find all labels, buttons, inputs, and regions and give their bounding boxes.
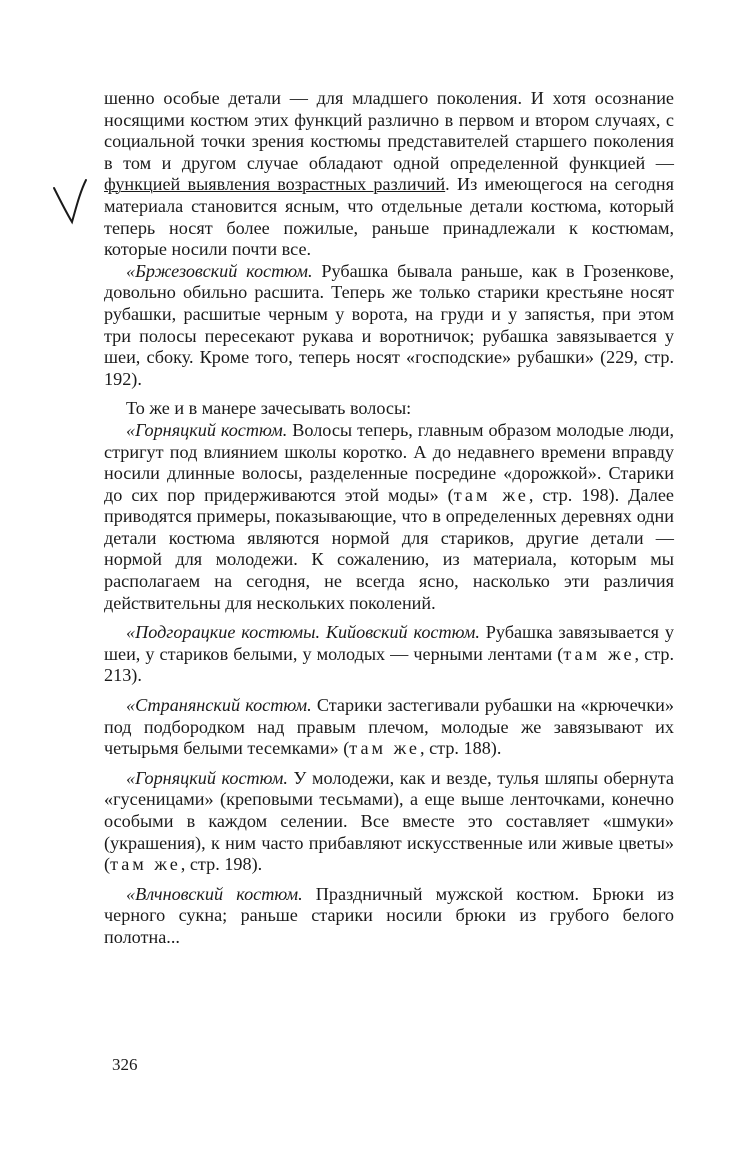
paragraph-4-text-after: , стр. 198). Далее приводятся примеры, показывающие, что в определенных деревнях одни детали костюма являются нормой для стариков, другие детали — нормой для молодежи. К сожалению, из материала, которым мы располагаем на сегодня, не всегда ясно, насколько эти различия действительны для нескольких поколений. [104, 484, 674, 613]
paragraph-7 [104, 768, 674, 876]
paragraph-8-heading: «Влчновский костюм. [126, 883, 303, 904]
paragraph-3-text: То же и в манере зачесывать волосы: [126, 398, 412, 419]
paragraph-4-heading: «Горняцкий костюм. [126, 419, 288, 440]
paragraph-5 [104, 622, 674, 687]
paragraph-7-heading: «Горняцкий костюм. [126, 767, 288, 788]
paragraph-2 [104, 261, 674, 391]
paragraph-4 [104, 420, 674, 614]
paragraph-6 [104, 695, 674, 760]
paragraph-5-text-after: , стр. 213). [104, 643, 674, 686]
paragraph-3 [104, 398, 674, 420]
paragraph-1-text-before: шенно особые детали — для младшего поколения. И хотя осознание носящими костюм этих функций различно в первом и втором случаях, с социальной точки зрения костюмы представителей старшего поколения в том и другом случае обладают одной определенной функцией — [104, 88, 674, 173]
paragraph-4-text-before: Волосы теперь, главным образом молодые люди, стригут под влиянием школы коротко. А до недавнего времени вправду носили длинные волосы, разделенные посредине «дорожкой». Старики до сих пор придерживаются этой моды» ( [104, 419, 674, 505]
paragraph-2-text: Рубашка бывала раньше, как в Грозенкове, довольно обильно расшита. Теперь же только старики крестьяне носят рубашки, расшитые черным у ворота, на груди и у запястья, при этом три полосы пересекают рукава и воротничок; рубашка завязывается у шеи, сбоку. Кроме того, теперь носят «господские» рубашки» (229, стр. 192). [104, 260, 674, 389]
paragraph-6-heading: «Странянский костюм. [126, 695, 312, 716]
paragraph-1-underlined-phrase: функцией выявления возрастных различий [104, 174, 446, 195]
page-number: 326 [112, 1055, 138, 1074]
paragraph-1-text-after: . Из имеющегося на сегодня материала становится ясным, что отдельные детали костюма, который теперь носят более пожилые, раньше принадлежали к костюмам, которые носили почти все. [104, 174, 674, 260]
paragraph-8-text: Праздничный мужской костюм. Брюки из черного сукна; раньше старики носили брюки из грубого белого полотна... [104, 883, 674, 947]
paragraph-4-reference: там же [453, 484, 529, 505]
page-body [104, 88, 674, 949]
paragraph-8 [104, 884, 674, 949]
paragraph-5-text-before: Рубашка завязывается у шеи, у стариков белыми, у молодых — черными лентами ( [104, 622, 674, 664]
paragraph-1 [104, 88, 674, 261]
paragraph-6-text-before: Старики застегивали рубашки на «крючечки» под подбородком над правым плечом, молодые же завязывают их четырьмя белыми тесемками» ( [104, 695, 674, 759]
margin-check-mark-icon [50, 178, 90, 228]
paragraph-5-heading: «Подгорацкие костюмы. Кийовский костюм. [126, 622, 480, 643]
paragraph-6-text-after: , стр. 188). [420, 738, 502, 759]
paragraph-7-reference: там же [110, 854, 181, 875]
paragraph-5-reference: там же [563, 643, 635, 664]
paragraph-2-heading: «Бржезовский костюм. [126, 260, 313, 281]
paragraph-6-reference: там же [349, 738, 420, 759]
paragraph-7-text-before: У молодежи, как и везде, тулья шляпы обернута «гусеницами» (креповыми тесьмами), а еще выше ленточками, конечно особыми в каждом селении. Все вместе это составляет «шмуки» (украшения), к ним часто прибавляют искусственные или живые цветы» ( [104, 767, 674, 875]
paragraph-7-text-after: , стр. 198). [180, 854, 263, 875]
